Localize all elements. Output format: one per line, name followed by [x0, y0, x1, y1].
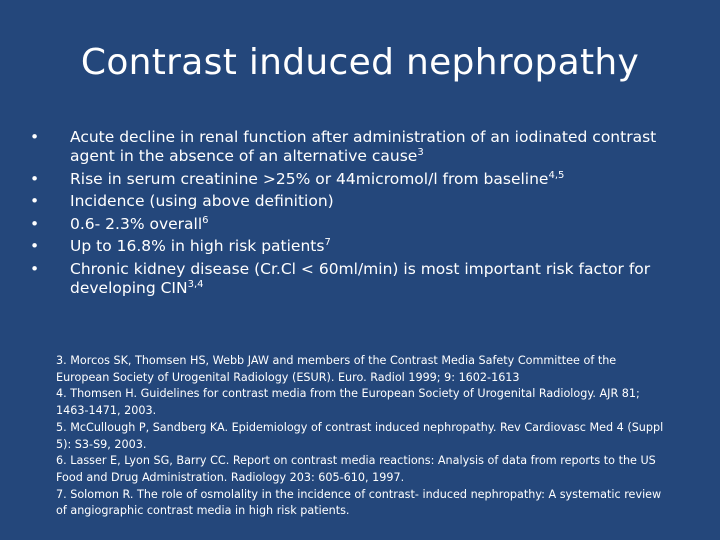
bullet-item — [30, 215, 670, 234]
bullet-item — [30, 237, 670, 256]
citation-superscript: 4,5 — [548, 169, 565, 181]
bullet-text: Acute decline in renal function after administration of an iodinated contrast agent in the absence of an alternative cause — [70, 128, 657, 165]
reference-item: 4. Thomsen H. Guidelines for contrast media from the European Society of Urogenital Radiology. AJR 81; 1463-1471, 2003. — [56, 387, 640, 418]
bullet-item — [30, 170, 670, 189]
citation-superscript: 3 — [417, 147, 424, 158]
references — [56, 353, 666, 520]
bullet-list — [30, 128, 670, 301]
citation-superscript: 3,4 — [187, 278, 204, 290]
reference-item: 5. McCullough P, Sandberg KA. Epidemiology of contrast induced nephropathy. Rev Cardiovasc Med 4 (Suppl 5): S3-S9, 2003. — [56, 420, 664, 451]
slide-title: Contrast induced nephropathy — [80, 42, 640, 83]
bullet-item — [30, 128, 670, 166]
bullet-text: Up to 16.8% in high risk patients — [70, 237, 325, 255]
bullet-item — [30, 260, 670, 298]
bullet-text: 0.6- 2.3% overall — [70, 214, 203, 233]
bullet-item — [30, 192, 670, 211]
citation-superscript: 7 — [324, 237, 331, 248]
bullet-icon: • — [30, 237, 40, 255]
bullet-text: Chronic kidney disease (Cr.Cl < 60ml/min) is most important risk factor for developing CIN — [70, 259, 651, 297]
bullet-icon: • — [30, 259, 40, 278]
reference-item: 7. Solomon R. The role of osmolality in the incidence of contrast- induced nephropathy: A systematic review of angiographic contrast media in high risk patients. — [56, 487, 662, 518]
bullet-text: Rise in serum creatinine >25% or 44micromol/l from baseline — [70, 169, 549, 188]
reference-item: 3. Morcos SK, Thomsen HS, Webb JAW and members of the Contrast Media Safety Committee of the European Society of Urogenital Radiology (ESUR). Euro. Radiol 1999; 9: 1602-1613 — [56, 354, 617, 384]
citation-superscript: 6 — [202, 214, 209, 226]
bullet-icon: • — [30, 192, 40, 210]
bullet-icon: • — [30, 169, 40, 188]
bullet-icon: • — [30, 128, 40, 146]
bullet-text: Incidence (using above definition) — [70, 192, 334, 210]
bullet-icon: • — [30, 214, 40, 233]
reference-item: 6. Lasser E, Lyon SG, Barry CC. Report on contrast media reactions: Analysis of data from reports to the US Food and Drug Administration. Radiology 203: 605-610, 1997. — [56, 454, 656, 484]
